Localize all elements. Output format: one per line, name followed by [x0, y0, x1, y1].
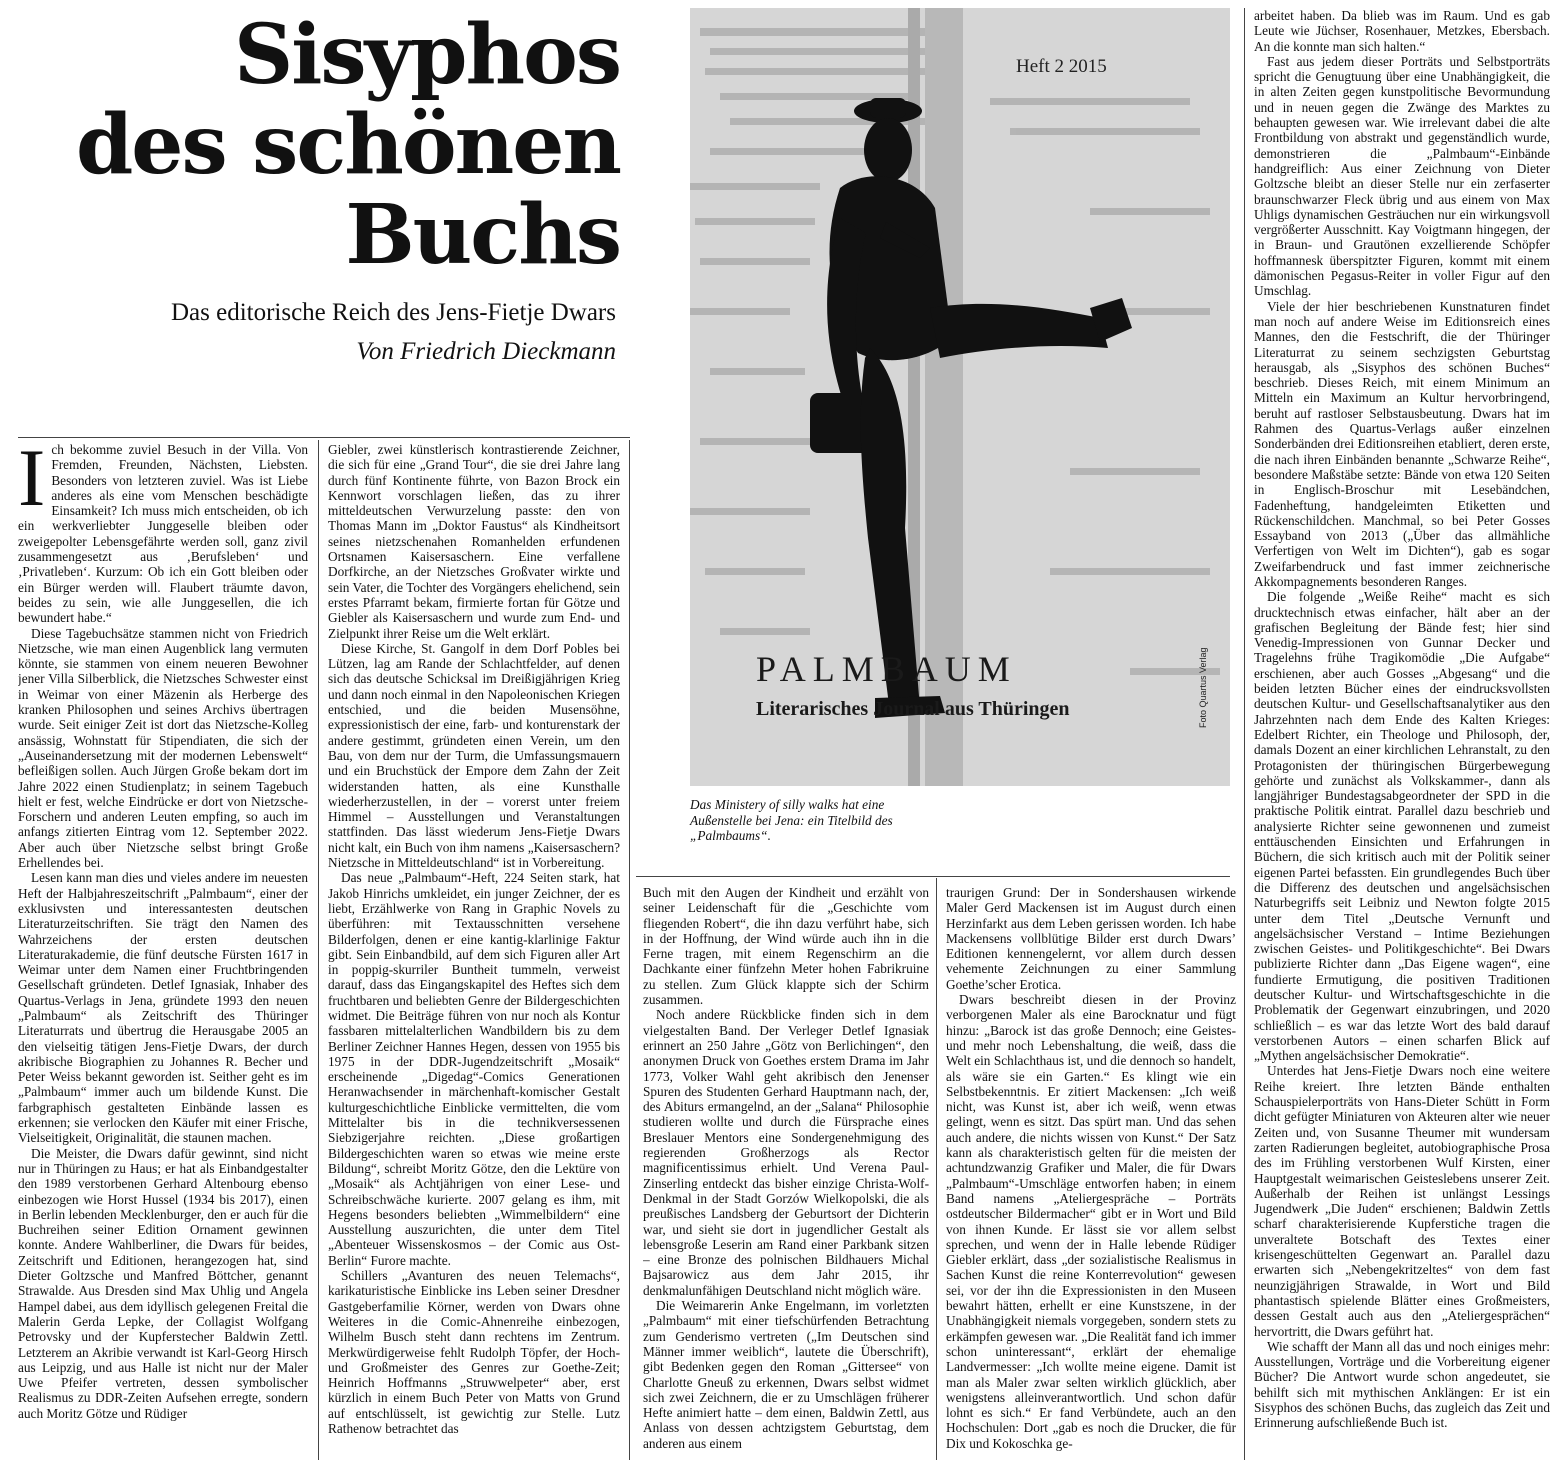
article-column-1 [18, 442, 308, 1462]
article-column-2 [328, 442, 620, 1462]
column-rule [629, 440, 630, 1460]
paragraph: arbeitet haben. Da blieb was im Raum. Und es gab Leute wie Jüchser, Rosenhauer, Metzkes, Ebersbach. An die konnte man sich halten.“ [1254, 8, 1550, 54]
photo-credit: Foto Quartus Verlag [1198, 647, 1208, 728]
article-column-3 [643, 885, 929, 1460]
paragraph: Die Meister, die Dwars dafür gewinnt, sind nicht nur in Thüringen zu Haus; er hat als Einbandgestalter den 1989 verstorbenen Gerhard Altenbourg ebenso einbezogen wie Horst Hussel (1934 bis 2017), einen in Berlin lebenden Mecklenburger, den er auch für die Buchreihen seiner Edition Ornament gewinnen konnte. Andere Wahlberliner, die Dwars für beides, Zeitschrift und Editionen, herangezogen hat, sind Dieter Goltzsche und Manfred Böttcher, genannt Strawalde. Aus Dresden sind Max Uhlig und Angela Hampel dabei, aus dem idyllisch gelegenen Freital die Malerin Gerda Lepke, der Collagist Wolfgang Petrovsky und der Kupferstecher Baldwin Zettl. Letzterem an Akribie verwandt ist Karl-Georg Hirsch aus Leipzig, und aus Halle ist nicht nur der Maler Uwe Pfeifer vertreten, dessen symbolischer Realismus zu DDR-Zeiten Aufsehen erregte, sondern auch Moritz Götze und Rüdiger [18, 1145, 308, 1421]
paragraph: Diese Tagebuchsätze stammen nicht von Friedrich Nietzsche, wie man einen Augenblick lang vermuten könnte, sie stammen von einem neueren Bewohner jener Villa Silberblick, die Nietzsches Schwester einst in Weimar von einer Mäzenin als Herberge des kranken Philosophen und seines Archivs übertragen wurde. Seit einiger Zeit ist dort das Nietzsche-Kolleg ansässig, Wohnstatt für Stipendiaten, die sich der „Auseinandersetzung mit der modernen Lebenswelt“ befleißigen sollen. Auch Jürgen Große bekam dort im Jahre 2022 einen Studienplatz; in seinem Tagebuch hielt er fest, welche Eindrücke er dort von Nietzsche-Forschern und anderen Leuten empfing, so auch im anfangs zitierten Eintrag vom 12. September 2022. Aber auch über Nietzsche selbst bringt Große Erhellendes bei. [18, 625, 308, 871]
paragraph-text: ch bekomme zuviel Besuch in der Villa. Von Fremden, Freunden, Nächsten, Liebsten. Besonders von letzteren zuviel. Was ist Liebe anderes als eine vom Menschen beschädigte Einsamkeit? Ich muss mich entscheiden, ob ich ein werkverliebter Junggeselle bleiben oder zweigepolter Lebensgefährte werden soll, ganz zivil zusammengesetzt aus ‚Berufsleben‘ und ‚Privatleben‘. Kurzum: Ob ich ein Gott bleiben oder ein Bürger werden will. Flaubert träumte davon, beides zu sein, wie alle Junggesellen, die ich bewundert habe.“ [18, 442, 308, 626]
paragraph: Das neue „Palmbaum“-Heft, 224 Seiten stark, hat Jakob Hinrichs umkleidet, ein junger Zeichner, der es liebt, Erzählwerke von Rang in Graphic Novels zu überführen: mit Textausschnitten versehene Bilderfolgen, denen er eine kantig-klarlinige Faktur gibt. Sein Einbandbild, auf dem sich Figuren aller Art in poppig-skurriler Buntheit tummeln, verweist darauf, dass das Eingangskapitel des Heftes sich dem fruchtbaren und beliebten Genre der Bildergeschichten widmet. Die Beiträge führen von nur noch als Kontur fassbaren mittelalterlichen Wandbildern bis zu dem Berliner Zeichner Hannes Hegen, dessen von 1955 bis 1975 in der DDR-Jugendzeitschrift „Mosaik“ erscheinende „Digedag“-Comics Generationen Heranwachsender in märchenhaft-komischer Gestalt kulturgeschichtliche Einblicke vermittelten, die vom Mittelalter bis in die technikversessenen Siebzigerjahre reichten. „Diese großartigen Bildergeschichten waren so etwas wie meine erste Bildung“, schreibt Moritz Götze, den die Lektüre von „Mosaik“ als Achtjährigen von einer Lese- und Schreibschwäche kurierte. 2007 gelang es ihm, mit Hegens besonders beliebten „Wimmelbildern“ eine Ausstellung auszurichten, die unter dem Titel „Abenteuer Wissenskosmos – der Comic aus Ost-Berlin“ Furore machte. [328, 870, 620, 1268]
headline-line-1: Sisyphos [234, 7, 620, 103]
paragraph: Fast aus jedem dieser Porträts und Selbstporträts spricht die Genugtuung über eine Unabhängigkeit, die in alten Zeiten gegen kunstpolitische Bevormundung und in neuen gegen die Zwänge des Marktes zu behaupten gewesen war. Wie irrelevant dabei die alte Frontbildung von abstrakt und gegenständlich wurde, demonstrieren die „Palmbaum“-Einbände handgreiflich: Aus einer Zeichnung von Dieter Goltzsche bleibt an dieser Stelle nur ein zerfaserter braunschwarzer Fleck übrig und aus einem von Max Uhligs dynamischen Gesträuchen nur ein wirkungsvoll vergrößerter Ausschnitt. Kay Voigtmann hingegen, der in Braun- und Grautönen exzellierende Schöpfer hoffmannesk überspitzter Figuren, kommt mit einem dämonischen Pegasus-Reiter in voller Figur auf den Umschlag. [1254, 53, 1550, 299]
paragraph: Noch andere Rückblicke finden sich in dem vielgestalten Band. Der Verleger Detlef Ignasiak erinnert an 250 Jahre „Götz von Berlichingen“, den anonymen Druck von Goethes erstem Drama im Jahr 1773, Volker Wahl geht akribisch den Jenenser Spuren des Studenten Gerhard Hauptmann nach, der, des Abiturs ermangelnd, an der „Salana“ Philosophie studieren wollte und durch die Fürsprache eines Breslauer Mentors eine Sondergenehmigung des regierenden Großherzogs als Rector magnificentissimus erhielt. Und Verena Paul-Zinserling entdeckt das bisher einzige Christa-Wolf-Denkmal in der Stadt Gorzów Wielkopolski, die als preußisches Landsberg der Geburtsort der Dichterin war, und sieht sie dort in jugendlicher Gestalt als lebensgroße Leserin am Rand einer Parkbank sitzen – eine Bronze des polnischen Bildhauers Michal Bajsarowicz aus dem Jahr 2015, ihr denkmalunfähigen Deutschland nicht möglich wäre. [643, 1007, 929, 1298]
paragraph: Diese Kirche, St. Gangolf in dem Dorf Pobles bei Lützen, lag am Rande der Schlachtfelder, auf denen sich das deutsche Schicksal im Dreißigjährigen Krieg und dann noch einmal in den Napoleonischen Kriegen entschied, und die beiden Musensöhne, expressionistisch der eine, farb- und konturenstark der andere gestimmt, gründeten einen Verein, um den Bau, von dem nur der Turm, die Umfassungsmauern und ein Bruchstück der Empore dem Zahn der Zeit widerstanden hatten, als eine Kunsthalle wiederherzustellen, in der – vorerst unter freiem Himmel – Ausstellungen und Veranstaltungen stattfinden. Das lässt wiederum Jens-Fietje Dwars nicht kalt, ein Buch von ihm namens „Kaisersaschern? Nietzsche in Mitteldeutschland“ ist in Vorbereitung. [328, 640, 620, 871]
article-subtitle: Das editorische Reich des Jens-Fietje Dwars [170, 299, 616, 326]
paragraph: Dwars beschreibt diesen in der Provinz verborgenen Maler als eine Barocknatur und fügt hinzu: „Barock ist das große Dennoch; eine Geistes- und mehr noch Lebenshaltung, die weiß, dass die Welt ein Schlachthaus ist, und die dennoch so handelt, als wäre sie ein Garten.“ Es klingt wie ein Selbstbekenntnis. Er zitiert Mackensen: „Ich weiß nicht, was Kunst ist, aber ich weiß, wenn etwas gelingt, wenn es sitzt. Das spürt man. Und das sehen auch andere, die nichts wissen von Kunst.“ Der Satz kann als charakteristisch gelten für die meisten der achtundzwanzig Grafiker und Maler, die für Dwars „Palmbaum“-Umschläge entworfen haben; in einem Band namens „Ateliergespräche – Porträts ostdeutscher Bildermacher“ gibt er in Wort und Bild von ihnen Kunde. Er lässt sie vor allem selbst sprechen, und wenn der in Halle lebende Rüdiger Giebler erklärt, dass „der sozialistische Realismus in Sachen Kunst die reine Konterrevolution“ gewesen sei, vor der ihn die Expressionisten in den Museen bewahrt hätten, erhellt er eine Kunstszene, in der Unabhängigkeit niemals vorgegeben, sondern stets zu erkämpfen gewesen war. „Die Realität fand ich immer schon uninteressant“, erklärt der ehemalige Landvermesser: „Ich wollte meine eigene. Damit ist man als Maler zwar selten wirklich glücklich, aber wenigstens alleinverantwortlich. Und schon dafür lohnt es sich.“ Er fand Verbündete, auch an den Hochschulen: Dort „gab es noch die Drucker, die für Dix und Kokoschka ge- [946, 992, 1236, 1451]
paragraph: Wie schafft der Mann all das und noch einiges mehr: Ausstellungen, Vorträge und die Vorbereitung eigener Bücher? Die Antwort wurde schon angedeutet, sie behilft sich mit mythischen Anklängen: Er ist ein Sisyphos des schönen Buchs, das zugleich das Zeit und Erinnerung aufschließende Buch ist. [1254, 1338, 1550, 1431]
section-rule [636, 876, 1230, 877]
paragraph: Schillers „Avanturen des neuen Telemachs“, karikaturistische Einblicke ins Leben seiner Dresdner Gastgeberfamilie Körner, werden von Dwars ohne Weiteres in die Comic-Ahnenreihe einbezogen, Wilhelm Busch steht dann rechtens im Zentrum. Merkwürdigerweise fehlt Rudolph Töpfer, der Hoch- und Großmeister des Genres zur Goethe-Zeit; Heinrich Hoffmanns „Struwwelpeter“ aber, erst kürzlich in einem Buch Peter von Matts von Grund auf entschlüsselt, ist gewichtig zur Stelle. Lutz Rathenow betrachtet das [328, 1268, 620, 1436]
column-rule [318, 440, 319, 1460]
cover-journal-title: PALMBAUM [756, 649, 1017, 689]
headline-line-2: des schönen [75, 97, 620, 193]
paragraph: Giebler, zwei künstlerisch kontrastierende Zeichner, die sich für eine „Grand Tour“, die sie drei Jahre lang durch fünf Kontinente führte, von Bazon Brock ein Kennwort vorschlagen ließen, das zu ihrer mitteldeutschen Verwurzelung passte: den von Thomas Mann im „Doktor Faustus“ als Kindheitsort seines nietzschenahen Romanhelden erfundenen Ortsnamen Kaisersaschern. Eine verfallene Dorfkirche, an der Nietzsches Großvater wirkte und sein Vater, die Tochter des Vorgängers ehelichend, sein erstes Pfarramt bekam, firmierte fortan für Götze und Giebler als Kaisersaschern und wurde zum End- und Zielpunkt ihrer Reise um die Welt erklärt. [328, 442, 620, 641]
article-column-4 [946, 885, 1236, 1460]
paragraph: traurigen Grund: Der in Sondershausen wirkende Maler Gerd Mackensen ist im August durch einen Herzinfarkt aus dem Leben gerissen worden. Ich habe Mackensens vollblütige Bilder erst durch Dwars’ Editionen kennengelernt, vor allem durch dessen vehemente Zeichnungen zu einer Sammlung Goethe’scher Erotica. [946, 885, 1236, 992]
drop-cap: I [18, 442, 46, 523]
paragraph: Die Weimarerin Anke Engelmann, im vorletzten „Palmbaum“ mit einer tiefschürfenden Betrachtung zum Genderismo vertreten („Im Deutschen sind Männer immer weiblich“, lautete die Überschrift), gibt Bedenken gegen den Roman „Gittersee“ von Charlotte Gneuß zu erkennen, Dwars selbst widmet sich zwei Zeichnern, die er zu Umschlägen früherer Hefte animiert hatte – dem einen, Baldwin Zettl, aus Anlass von dessen achtzigstem Geburtstag, dem anderen aus einem [643, 1298, 929, 1451]
paragraph: Lesen kann man dies und vieles andere im neuesten Heft der Halbjahreszeitschrift „Palmbaum“, einer der exklusivsten und interessantesten deutschen Literaturzeitschriften. Sie trägt den Namen des Wahrzeichens der ersten deutschen Literaturakademie, die fünf deutsche Fürsten 1617 in Weimar unter dem Namen einer Fruchtbringenden Gesellschaft gründeten. Detlef Ignasiak, Inhaber des Quartus-Verlags in Jena, gründete 1993 den neuen „Palmbaum“ als Zeitschrift des Thüringer Literaturrats und übertrug die Herausgabe 2005 an den vielseitig tätigen Jens-Fietje Dwars, der durch akribische Biographien zu Johannes R. Becher und Peter Weiss bekannt geworden ist. Seither geht es im „Palmbaum“ immer auch um bildende Kunst. Die farbgraphisch gestalteten Einbände lassen es erkennen; sie verlocken den Käufer mit einer Frische, Vielseitigkeit, Originalität, die staunen machen. [18, 870, 308, 1146]
paragraph: Buch mit den Augen der Kindheit und erzählt von seiner Leidenschaft für die „Geschichte vom fliegenden Robert“, die ihn dazu verführt habe, sich in der Hoffnung, der Wind würde auch ihn in die Ferne tragen, mit einem Regenschirm an die Dachkante einer fünfzehn Meter hohen Fabrikruine zu stellen. Zum Glück klappte sich der Schirm zusammen. [643, 885, 929, 1008]
headline-line-3: Buchs [345, 187, 620, 283]
article-byline: Von Friedrich Dieckmann [356, 338, 616, 365]
column-rule [1244, 8, 1245, 1460]
paragraph: Viele der hier beschriebenen Kunstnaturen findet man noch auf andere Weise im Editionsreich eines Mannes, den die Festschrift, die der Thüringer Literaturrat zu seinem sechzigsten Geburtstag herausgab, als „Sisyphos des schönen Buches“ beschrieb. Dieses Reich, mit einem Minimum an Mitteln ein Maximum an Kultur hervorbringend, beruht auf rastloser Selbstausbeutung. Dwars hat im Rahmen des Quartus-Verlags außer einzelnen Sonderbänden drei Editionsreihen etabliert, deren erste, die nach ihren Einbänden benannte „Schwarze Reihe“, besondere Maßstäbe setzte: Bände von etwa 120 Seiten in Englisch-Broschur mit Lesebändchen, Fadenheftung, handgeleimten Etiketten und Rückenschildchen. Manchmal, so bei Peter Gosses Essayband von 2013 („Über das allmähliche Verfertigen von Welt im Dichten“), gab es sogar Zweifarbendruck und fast immer zeichnerische Akkompagnements besonderen Ranges. [1254, 298, 1550, 589]
article-column-5 [1254, 8, 1550, 1460]
cover-image [690, 8, 1230, 786]
cover-journal-subtitle: Literarisches Journal aus Thüringen [756, 698, 1070, 720]
cover-issue-label: Heft 2 2015 [1016, 56, 1107, 77]
paragraph: Unterdes hat Jens-Fietje Dwars noch eine weitere Reihe kreiert. Ihre letzten Bände enthalten Schauspielerporträts von Hans-Dieter Schütt in Form dicht gefügter Miniaturen von Akteuren alter wie neuer Zeiten und, von Susanne Theumer mit wundersam zarten Radierungen begleitet, autobiographische Prosa des im Frühling verstorbenen Wulf Kirsten, einer Hauptgestalt weimarischen Geisteslebens unserer Zeit. Außerhalb der Reihen ist unlängst Lessings Jugendwerk „Die Juden“ erschienen; Baldwin Zettls scharf charakterisierende Kupferstiche tragen die unveraltete Botschaft des Textes einer krisengeschüttelten Gegenwart an. Parallel dazu erwarten sich „Nebengekritzeltes“ von dem fast neunzigjährigen Strawalde, in Wort und Bild phantastisch spielende Blätter eines Großmeisters, dessen Gestalt auch aus den „Ateliergesprächen“ hervortritt, die Dwars geführt hat. [1254, 1063, 1550, 1339]
image-caption: Das Ministery of silly walks hat eine Außenstelle bei Jena: ein Titelbild des „Palmbaums“. [690, 797, 893, 843]
paragraph: Die folgende „Weiße Reihe“ macht es sich drucktechnisch etwas einfacher, hält aber an der grafischen Begleitung der Bände fest; hier sind Venedig-Impressionen von Gunnar Decker und Tragelehns frühe Tragikomödie „Die Aufgabe“ erschienen, aber auch Gosses „Abgesang“ und die beiden letzten Bücher eines der eindrucksvollsten deutschen Kultur- und Gesellschaftsanalytiker aus den Jahrzehnten nach dem Ende des Kalten Krieges: Edelbert Richter, ein Theologe und Philosoph, der, damals Dozent an einer kirchlichen Lehranstalt, zu den Protagonisten der thüringischen Bürgerbewegung gehörte und zunächst als Volkskammer-, dann als langjähriger Bundestagsabgeordneter der SPD in die praktische Politik eintrat. Parallel dazu beschrieb und analysierte Richter seine gewonnenen und zumeist enttäuschenden Einsichten und Erfahrungen in Büchern, die sich kritisch auch mit der Politik seiner eigenen Partei befassten. Ein grundlegendes Buch über die Differenz des deutschen und angelsächsischen Naturbegriffs seit Leibniz und Newton folgte 2015 unter dem Titel „Deutsche Vernunft und angelsächsischer Verstand – Intime Beziehungen zwischen Geistes- und Politikgeschichte“. Bei Dwars publizierte Richter dann „Das Eigene wagen“, eine fundierte Ermutigung, die positiven Traditionen deutscher Kultur- und Wirtschaftsgeschichte in die Problematik der Gegenwart einzubringen, und 2020 schließlich – es war das letzte Wort des bald darauf verstorbenen Autors – einen scharfen Blick auf „Mythen angelsächsischer Demokratie“. [1254, 589, 1550, 1064]
column-rule [936, 878, 937, 1460]
article-headline [60, 7, 620, 283]
section-rule [18, 437, 630, 438]
paragraph [18, 442, 308, 626]
